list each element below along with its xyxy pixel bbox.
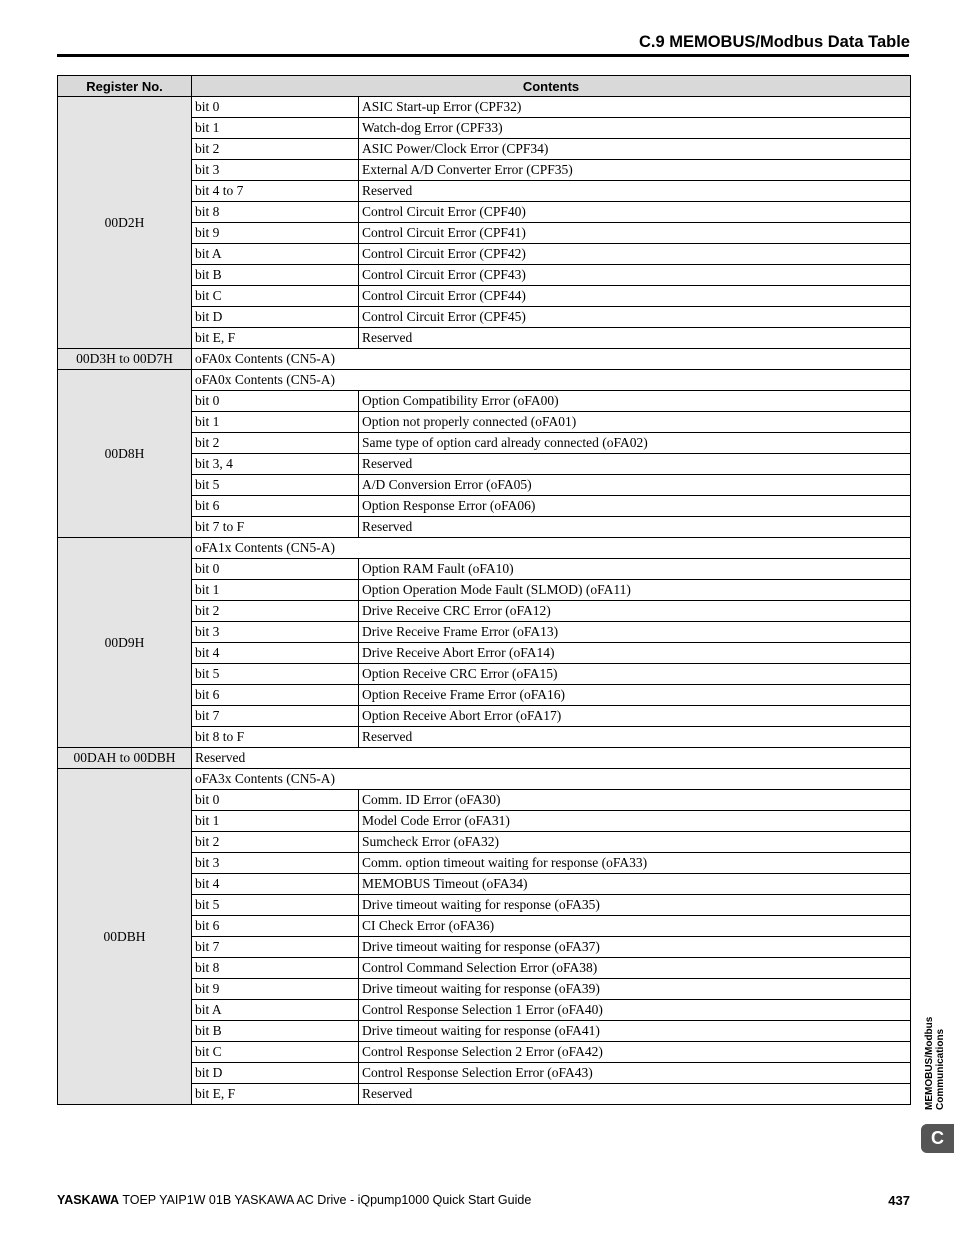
description-cell: CI Check Error (oFA36) xyxy=(359,916,911,937)
bit-cell: bit 9 xyxy=(192,223,359,244)
description-cell: Drive timeout waiting for response (oFA37) xyxy=(359,937,911,958)
section-side-tab xyxy=(920,998,952,1110)
description-cell: Option Operation Mode Fault (SLMOD) (oFA11) xyxy=(359,580,911,601)
bit-cell: bit 5 xyxy=(192,664,359,685)
bit-cell: bit 3 xyxy=(192,622,359,643)
bit-cell: bit D xyxy=(192,1063,359,1084)
bit-cell: bit 2 xyxy=(192,601,359,622)
bit-cell: bit 2 xyxy=(192,832,359,853)
description-cell: Control Circuit Error (CPF45) xyxy=(359,307,911,328)
footer-doc-title: TOEP YAIP1W 01B YASKAWA AC Drive - iQpump1000 Quick Start Guide xyxy=(122,1193,532,1207)
description-cell: Control Circuit Error (CPF42) xyxy=(359,244,911,265)
description-cell: Comm. ID Error (oFA30) xyxy=(359,790,911,811)
bit-cell: bit 2 xyxy=(192,433,359,454)
description-cell: Option Response Error (oFA06) xyxy=(359,496,911,517)
bit-cell: bit 0 xyxy=(192,559,359,580)
bit-cell: bit 1 xyxy=(192,580,359,601)
table-header-row xyxy=(58,76,911,97)
side-tab-label-line1: MEMOBUS/Modbus xyxy=(924,1016,935,1110)
description-cell: Drive Receive Frame Error (oFA13) xyxy=(359,622,911,643)
description-cell: Control Response Selection 2 Error (oFA42) xyxy=(359,1042,911,1063)
description-cell: Model Code Error (oFA31) xyxy=(359,811,911,832)
description-cell: ASIC Start-up Error (CPF32) xyxy=(359,97,911,118)
description-cell: Control Command Selection Error (oFA38) xyxy=(359,958,911,979)
description-cell: Control Circuit Error (CPF40) xyxy=(359,202,911,223)
description-cell: Drive timeout waiting for response (oFA39) xyxy=(359,979,911,1000)
bit-cell: bit 1 xyxy=(192,118,359,139)
footer-brand: YASKAWA xyxy=(57,1193,120,1207)
page-title: C.9 MEMOBUS/Modbus Data Table xyxy=(638,33,910,51)
description-cell: Sumcheck Error (oFA32) xyxy=(359,832,911,853)
bit-cell: bit E, F xyxy=(192,1084,359,1105)
description-cell: MEMOBUS Timeout (oFA34) xyxy=(359,874,911,895)
description-cell: Option Compatibility Error (oFA00) xyxy=(359,391,911,412)
table-row xyxy=(58,370,911,391)
bit-cell: bit 9 xyxy=(192,979,359,1000)
bit-cell: bit 8 xyxy=(192,202,359,223)
bit-cell: bit 8 to F xyxy=(192,727,359,748)
bit-cell: bit C xyxy=(192,1042,359,1063)
bit-cell: bit 4 xyxy=(192,874,359,895)
description-cell: Option RAM Fault (oFA10) xyxy=(359,559,911,580)
table-body xyxy=(58,97,911,1105)
description-cell: A/D Conversion Error (oFA05) xyxy=(359,475,911,496)
column-header-register: Register No. xyxy=(58,76,192,97)
register-cell: 00D2H xyxy=(58,97,192,349)
description-cell: Drive Receive Abort Error (oFA14) xyxy=(359,643,911,664)
register-cell: 00DAH to 00DBH xyxy=(58,748,192,769)
chapter-letter-tab: C xyxy=(921,1124,954,1153)
contents-cell: oFA0x Contents (CN5-A) xyxy=(192,370,911,391)
bit-cell: bit 3 xyxy=(192,160,359,181)
description-cell: Watch-dog Error (CPF33) xyxy=(359,118,911,139)
bit-cell: bit C xyxy=(192,286,359,307)
footer-doc-info xyxy=(57,1193,531,1207)
bit-cell: bit 4 to 7 xyxy=(192,181,359,202)
bit-cell: bit 0 xyxy=(192,790,359,811)
description-cell: ASIC Power/Clock Error (CPF34) xyxy=(359,139,911,160)
description-cell: Option not properly connected (oFA01) xyxy=(359,412,911,433)
table-row xyxy=(58,748,911,769)
page-number: 437 xyxy=(888,1193,910,1208)
bit-cell: bit 0 xyxy=(192,97,359,118)
bit-cell: bit 6 xyxy=(192,685,359,706)
bit-cell: bit 6 xyxy=(192,496,359,517)
side-tab-label-line2: Communications xyxy=(935,1028,946,1110)
description-cell: Comm. option timeout waiting for response (oFA33) xyxy=(359,853,911,874)
bit-cell: bit 1 xyxy=(192,811,359,832)
register-cell: 00D8H xyxy=(58,370,192,538)
description-cell: Drive Receive CRC Error (oFA12) xyxy=(359,601,911,622)
bit-cell: bit 3 xyxy=(192,853,359,874)
bit-cell: bit A xyxy=(192,1000,359,1021)
description-cell: Drive timeout waiting for response (oFA35) xyxy=(359,895,911,916)
register-cell: 00D3H to 00D7H xyxy=(58,349,192,370)
description-cell: External A/D Converter Error (CPF35) xyxy=(359,160,911,181)
bit-cell: bit D xyxy=(192,307,359,328)
table-row xyxy=(58,538,911,559)
description-cell: Reserved xyxy=(359,727,911,748)
bit-cell: bit 7 to F xyxy=(192,517,359,538)
description-cell: Reserved xyxy=(359,181,911,202)
table-row xyxy=(58,769,911,790)
description-cell: Option Receive Abort Error (oFA17) xyxy=(359,706,911,727)
description-cell: Same type of option card already connected (oFA02) xyxy=(359,433,911,454)
header-rule xyxy=(57,54,909,57)
table-row xyxy=(58,97,911,118)
description-cell: Reserved xyxy=(359,1084,911,1105)
description-cell: Option Receive CRC Error (oFA15) xyxy=(359,664,911,685)
bit-cell: bit 5 xyxy=(192,895,359,916)
description-cell: Control Circuit Error (CPF43) xyxy=(359,265,911,286)
bit-cell: bit 0 xyxy=(192,391,359,412)
description-cell: Control Circuit Error (CPF41) xyxy=(359,223,911,244)
bit-cell: bit B xyxy=(192,265,359,286)
column-header-contents: Contents xyxy=(192,76,911,97)
bit-cell: bit 3, 4 xyxy=(192,454,359,475)
bit-cell: bit E, F xyxy=(192,328,359,349)
register-cell: 00DBH xyxy=(58,769,192,1105)
description-cell: Control Circuit Error (CPF44) xyxy=(359,286,911,307)
bit-cell: bit 8 xyxy=(192,958,359,979)
bit-cell: bit 7 xyxy=(192,706,359,727)
description-cell: Reserved xyxy=(359,328,911,349)
bit-cell: bit 7 xyxy=(192,937,359,958)
contents-cell: oFA1x Contents (CN5-A) xyxy=(192,538,911,559)
bit-cell: bit 1 xyxy=(192,412,359,433)
bit-cell: bit A xyxy=(192,244,359,265)
memobus-data-table xyxy=(57,75,911,1105)
bit-cell: bit 5 xyxy=(192,475,359,496)
description-cell: Option Receive Frame Error (oFA16) xyxy=(359,685,911,706)
contents-cell: oFA0x Contents (CN5-A) xyxy=(192,349,911,370)
contents-cell: oFA3x Contents (CN5-A) xyxy=(192,769,911,790)
description-cell: Reserved xyxy=(359,454,911,475)
description-cell: Reserved xyxy=(359,517,911,538)
bit-cell: bit 6 xyxy=(192,916,359,937)
bit-cell: bit B xyxy=(192,1021,359,1042)
description-cell: Control Response Selection 1 Error (oFA40) xyxy=(359,1000,911,1021)
description-cell: Drive timeout waiting for response (oFA41) xyxy=(359,1021,911,1042)
description-cell: Control Response Selection Error (oFA43) xyxy=(359,1063,911,1084)
side-tab-label xyxy=(920,998,952,1110)
contents-cell: Reserved xyxy=(192,748,911,769)
register-cell: 00D9H xyxy=(58,538,192,748)
bit-cell: bit 4 xyxy=(192,643,359,664)
bit-cell: bit 2 xyxy=(192,139,359,160)
table-row xyxy=(58,349,911,370)
